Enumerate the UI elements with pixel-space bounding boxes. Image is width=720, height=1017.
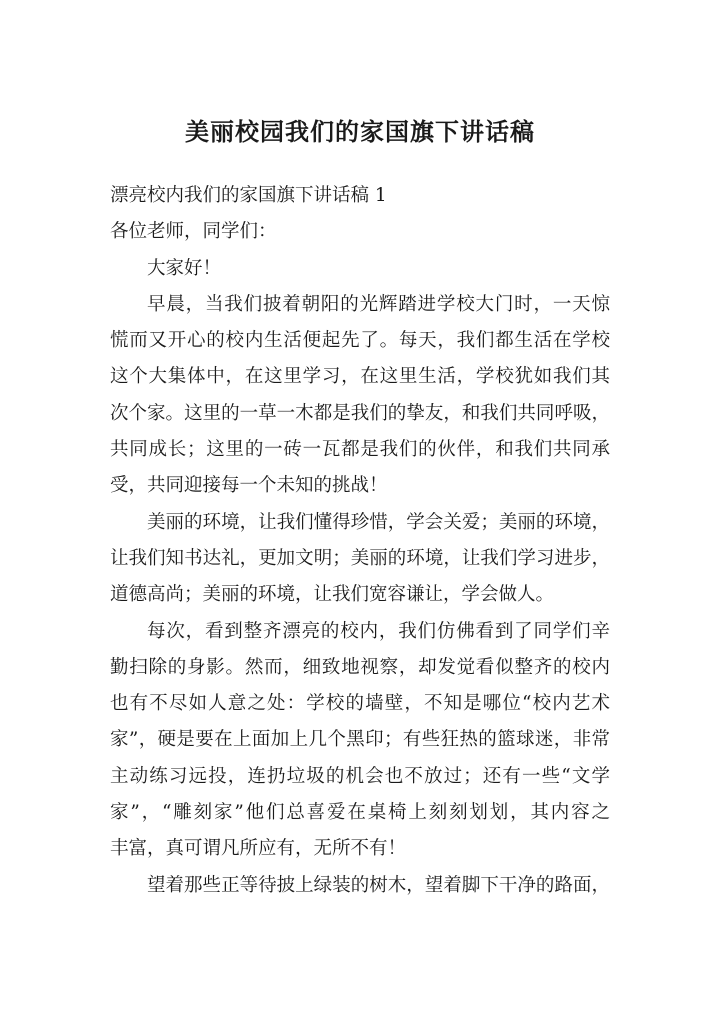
- text-line: 家”，硬是要在上面加上几个黑印；有些狂热的篮球迷，非常: [110, 729, 610, 751]
- text-line: 漂亮校内我们的家国旗下讲话稿 1: [110, 185, 387, 206]
- text-line: 望着那些正等待披上绿装的树木，望着脚下干净的路面，: [147, 874, 610, 896]
- text-line: 次个家。这里的一草一木都是我们的挚友，和我们共同呼吸，: [110, 402, 610, 424]
- document-body: [110, 178, 610, 904]
- text-line: 这个大集体中，在这里学习，在这里生活，学校犹如我们其: [110, 366, 610, 388]
- text-line: 受，共同迎接每一个未知的挑战！: [110, 475, 388, 497]
- text-line: 丰富，真可谓凡所应有，无所不有！: [110, 838, 407, 860]
- text-line: 道德高尚；美丽的环境，让我们宽容谦让，学会做人。: [110, 584, 555, 606]
- text-line: 也有不尽如人意之处：学校的墙壁，不知是哪位“校内艺术: [110, 693, 610, 715]
- text-line: 美丽的环境，让我们懂得珍惜，学会关爱；美丽的环境，: [147, 511, 610, 533]
- text-line: 让我们知书达礼，更加文明；美丽的环境，让我们学习进步，: [110, 547, 610, 569]
- text-line: 大家好！: [147, 257, 222, 279]
- text-line: 主动练习远投，连扔垃圾的机会也不放过；还有一些“文学: [110, 765, 610, 787]
- text-line: 各位老师，同学们：: [110, 221, 277, 243]
- text-line: 每次，看到整齐漂亮的校内，我们仿佛看到了同学们辛: [147, 620, 610, 642]
- text-line: 家”，“雕刻家”他们总喜爱在桌椅上刻刻划划，其内容之: [110, 802, 610, 824]
- document-title: 美丽校园我们的家国旗下讲话稿: [185, 117, 535, 146]
- text-line: 共同成长；这里的一砖一瓦都是我们的伙伴，和我们共同承: [110, 439, 610, 461]
- text-line: 慌而又开心的校内生活便起先了。每天，我们都生活在学校: [110, 330, 610, 352]
- text-line: 早晨，当我们披着朝阳的光辉踏进学校大门时，一天惊: [147, 293, 610, 315]
- text-line: 勤扫除的身影。然而，细致地视察，却发觉看似整齐的校内: [110, 656, 610, 678]
